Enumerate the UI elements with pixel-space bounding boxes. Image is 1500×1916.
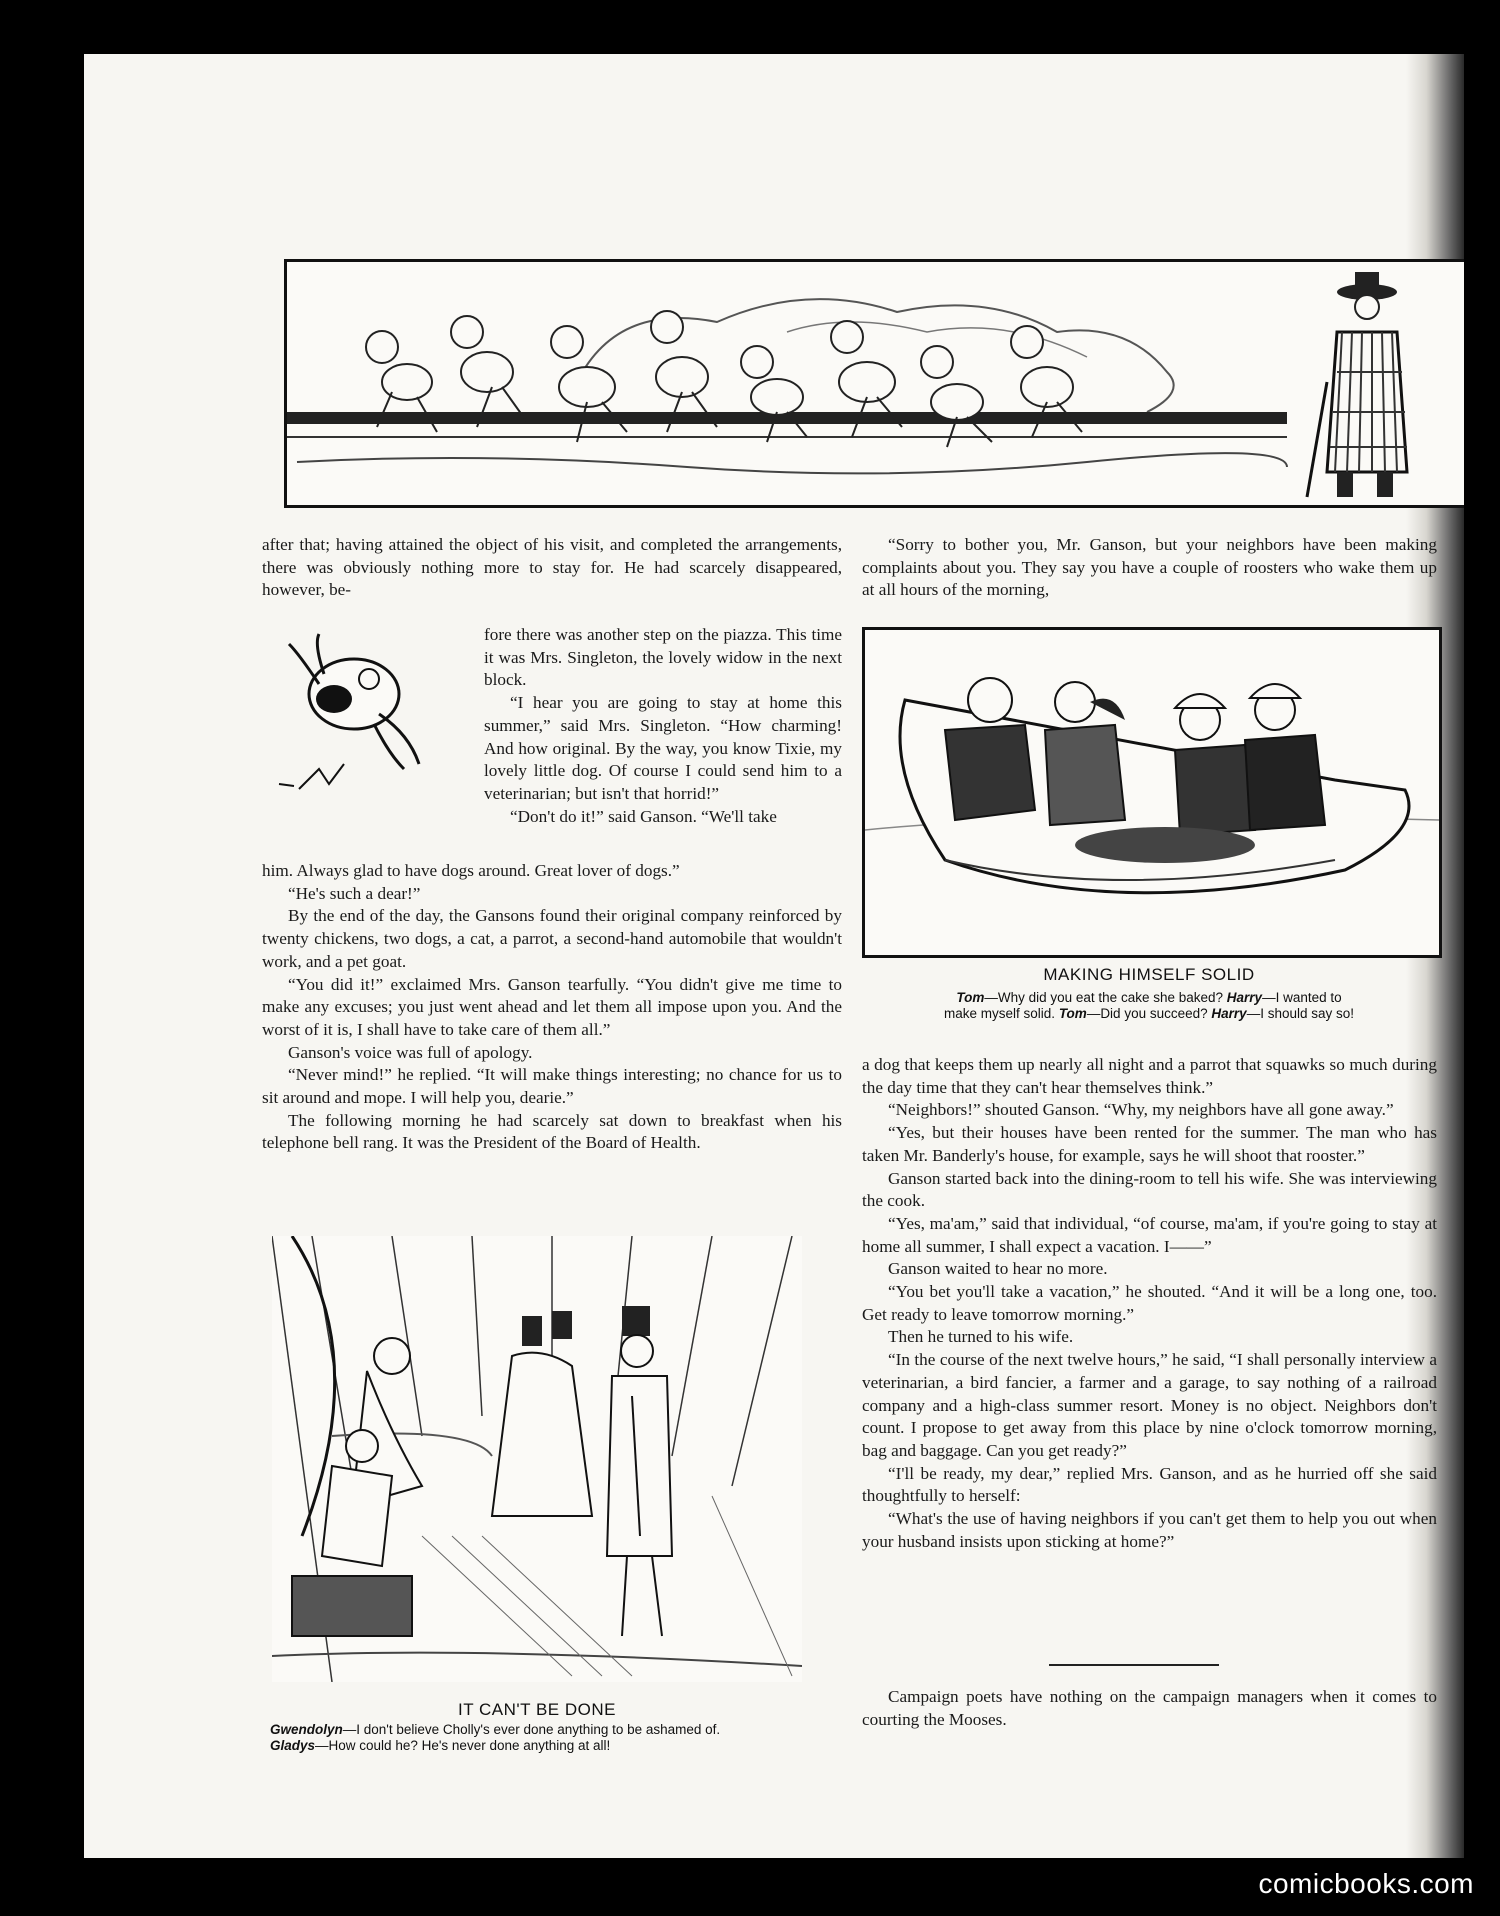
paragraph: Ganson waited to hear no more. bbox=[888, 1259, 1108, 1279]
cartoon-making-himself-solid bbox=[862, 627, 1442, 958]
paragraph: “Yes, ma'am,” said that individual, “of course, ma'am, if you're going to stay at home all summer, I shall expect a vacation. I——” bbox=[862, 1213, 1437, 1256]
caption-title-it-cant-be-done: IT CAN'T BE DONE bbox=[458, 1700, 616, 1719]
paragraph: “I'll be ready, my dear,” replied Mrs. Ganson, and as he hurried off she said thoughtfully to herself: bbox=[862, 1463, 1437, 1506]
paragraph: “Sorry to bother you, Mr. Ganson, but your neighbors have been making complaints about you. They say you have a couple of roosters who wake them up at all hours of the morning, bbox=[862, 535, 1437, 600]
dialogue-line: —Did you succeed? bbox=[1086, 1006, 1208, 1021]
paragraph: “He's such a dear!” bbox=[288, 883, 421, 903]
dialogue-line: —I should say so! bbox=[1246, 1006, 1354, 1021]
dialogue-line: —Why did you eat the cake she baked? bbox=[984, 990, 1224, 1005]
section-divider bbox=[1049, 1664, 1219, 1666]
frog-sketch bbox=[259, 614, 479, 834]
dialogue-line: make myself solid. bbox=[944, 1006, 1056, 1021]
paragraph: him. Always glad to have dogs around. Great lover of dogs.” bbox=[262, 861, 680, 880]
speaker-gladys: Gladys bbox=[270, 1738, 316, 1753]
paragraph: “Never mind!” he replied. “It will make things interesting; no chance for us to sit around and mope. I will help you, dearie.” bbox=[262, 1065, 842, 1108]
paragraph: Ganson's voice was full of apology. bbox=[288, 1042, 533, 1062]
ballroom-drawing bbox=[272, 1236, 802, 1682]
paragraph: a dog that keeps them up nearly all night and a parrot that squawks so much during the day time that they can't hear themselves think.” bbox=[862, 1055, 1437, 1097]
boat-drawing bbox=[865, 630, 1439, 955]
watermark: comicbooks.com bbox=[1258, 1868, 1474, 1899]
dialogue-line: —How could he? He's never done anything at all! bbox=[315, 1738, 611, 1753]
right-column-text-lower bbox=[862, 1054, 1437, 1553]
speaker-gwendolyn: Gwendolyn bbox=[270, 1722, 343, 1737]
caption-title-making-himself-solid: MAKING HIMSELF SOLID bbox=[1043, 965, 1255, 984]
speaker-tom: Tom bbox=[1058, 1006, 1087, 1021]
left-column-text-wrapped bbox=[484, 624, 842, 828]
left-column-text-lower bbox=[262, 860, 842, 1155]
magazine-page bbox=[84, 54, 1464, 1858]
left-column-text bbox=[262, 534, 842, 602]
cartoon-it-cant-be-done bbox=[272, 1236, 802, 1682]
speaker-tom: Tom bbox=[956, 990, 985, 1005]
right-column-closing-text bbox=[862, 1686, 1437, 1731]
paragraph: Campaign poets have nothing on the campaign managers when it comes to courting the Mooses. bbox=[862, 1687, 1437, 1729]
paragraph: “I hear you are going to stay at home this summer,” said Mrs. Singleton. “How charming! And how original. By the way, you know Tixie, my lovely little dog. Of course I could send him to a veterinarian; but isn't that horrid!” bbox=[484, 693, 842, 803]
frog-drawing bbox=[259, 614, 479, 834]
caption-dialogue-it-cant-be-done bbox=[270, 1722, 790, 1754]
speaker-harry: Harry bbox=[1211, 1006, 1247, 1021]
paragraph: “You did it!” exclaimed Mrs. Ganson tearfully. “You didn't give me time to make any excuses; you just went ahead and let them all impose upon you. And the worst of it is, I shall have to take care of them all.” bbox=[262, 974, 842, 1039]
caption-dialogue-making-himself-solid bbox=[862, 990, 1436, 1022]
paragraph: The following morning he had scarcely sat down to breakfast when his telephone bell rang. It was the President of the Board of Health. bbox=[262, 1110, 842, 1153]
paragraph: Then he turned to his wife. bbox=[888, 1327, 1074, 1347]
right-column-text-top bbox=[862, 534, 1437, 602]
paragraph: “You bet you'll take a vacation,” he shouted. “And it will be a long one, too. Get ready to leave tomorrow morning.” bbox=[862, 1282, 1437, 1324]
dialogue-line: —I wanted to bbox=[1262, 990, 1342, 1005]
dialogue-line: —I don't believe Cholly's ever done anything to be ashamed of. bbox=[342, 1722, 721, 1737]
speaker-harry: Harry bbox=[1226, 990, 1263, 1005]
paragraph: Ganson started back into the dining-room to tell his wife. She was interviewing the cook. bbox=[862, 1168, 1437, 1211]
top-illustration-cupids bbox=[284, 259, 1464, 508]
cupids-drawing bbox=[287, 262, 1464, 505]
paragraph: after that; having attained the object of his visit, and completed the arrangements, there was obviously nothing more to stay for. He had scarcely disappeared, however, be- bbox=[262, 535, 842, 600]
paragraph: “Neighbors!” shouted Ganson. “Why, my neighbors have all gone away.” bbox=[888, 1100, 1394, 1120]
paragraph: By the end of the day, the Gansons found their original company reinforced by twenty chickens, two dogs, a cat, a parrot, a second-hand automobile that wouldn't work, and a pet goat. bbox=[262, 906, 842, 971]
paragraph: “Yes, but their houses have been rented for the summer. The man who has taken Mr. Banderly's house, for example, says he will shoot that rooster.” bbox=[862, 1123, 1437, 1165]
paragraph: “What's the use of having neighbors if you can't get them to help you out when your husband insists upon sticking at home?” bbox=[862, 1509, 1437, 1551]
paragraph: “Don't do it!” said Ganson. “We'll take bbox=[510, 806, 777, 826]
paragraph: “In the course of the next twelve hours,” he said, “I shall personally interview a veterinarian, a bird fancier, a farmer and a garage, to say nothing of a railroad company and a high-class summer resort. Money is no object. Neighbors don't count. I propose to get away from this place by nine o'clock tomorrow morning, bag and baggage. Can you get ready?” bbox=[862, 1350, 1437, 1460]
paragraph: fore there was another step on the piazza. This time it was Mrs. Singleton, the lovely widow in the next block. bbox=[484, 625, 842, 690]
